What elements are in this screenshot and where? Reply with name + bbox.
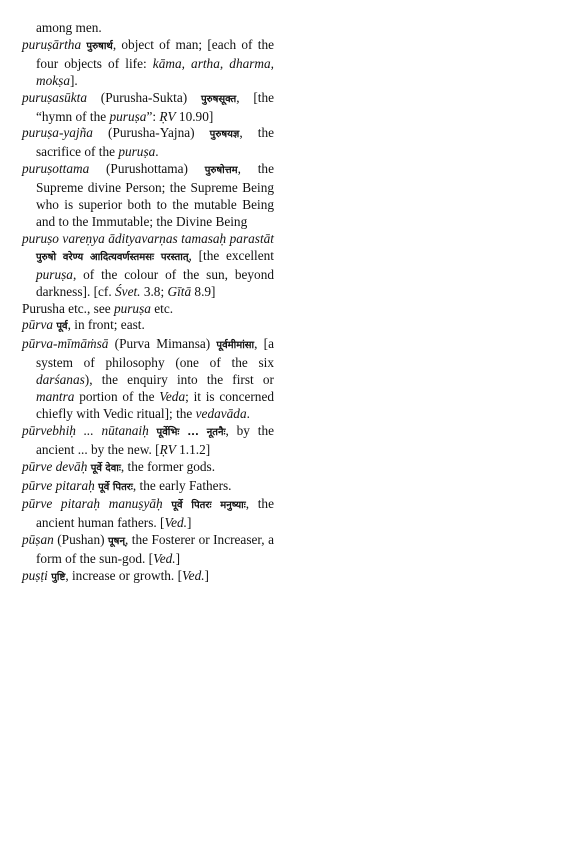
italic-text: vedavāda — [195, 405, 247, 421]
headword: pūrve devāḥ — [22, 458, 88, 474]
devanagari-term: पुरुषो वरेण्य आदित्यवर्णस्तमसः परस्तात् — [36, 251, 189, 263]
glossary-column — [22, 20, 274, 587]
definition-text: ] — [204, 568, 209, 584]
devanagari-term: पुरुषोत्तम — [204, 165, 238, 177]
definition-text: ”: — [146, 108, 160, 124]
devanagari-term: पूर्वे देवाः — [90, 462, 121, 474]
definition-text: portion of the — [74, 389, 160, 405]
definition-text: Purusha etc., see — [22, 300, 114, 316]
entry-pusan — [22, 532, 274, 568]
definition-text: (Purushottama) — [89, 161, 205, 177]
headword: pūrve pitaraḥ manuṣyāḥ — [22, 496, 163, 512]
definition-text: , object of man; [each of the four objects of life: — [36, 36, 275, 71]
definition-text: , increase or growth. [ — [65, 568, 183, 584]
definition-text: , [a system of philosophy (one of the six — [36, 336, 274, 371]
definition-text: among men. — [36, 20, 102, 35]
entry-puruso-varenya — [22, 231, 274, 301]
devanagari-term: पुरुषसूक्त — [200, 93, 237, 105]
entry-purve-pitarah-manusyah — [22, 496, 274, 532]
headword: pūṣan — [22, 532, 54, 548]
definition-text: , [the excellent — [188, 247, 274, 263]
definition-text: , by the ancient ... by the new. [ — [36, 422, 274, 457]
italic-text: Gītā — [167, 283, 192, 299]
definition-text: (Purusha-Yajna) — [92, 125, 210, 141]
devanagari-term: पूषन् — [108, 536, 126, 548]
definition-text: , the Supreme divine Person; the Supreme Being who is superior both to the mutable Being and to the Immutable; the Divine Being — [36, 161, 274, 229]
definition-text: ; it is concerned chiefly with Vedic ritual]; the — [36, 389, 275, 421]
entry-purusottama — [22, 161, 274, 231]
definition-text: (Pushan) — [53, 532, 108, 548]
italic-text: Ved. — [153, 551, 176, 567]
devanagari-term: पुरुषार्थ — [86, 40, 113, 52]
entry-purvebhih — [22, 423, 274, 459]
italic-text: puruṣa — [36, 266, 73, 282]
entry-cont — [22, 20, 274, 37]
italic-text: Ved. — [182, 568, 205, 584]
definition-text: ] — [187, 515, 192, 531]
definition-text: ), the enquiry into the first or — [84, 372, 274, 388]
devanagari-term: पुरुषयज्ञ — [209, 129, 240, 141]
definition-text: . — [246, 405, 250, 421]
italic-text: kāma, artha, dharma, mokṣa — [36, 55, 274, 88]
devanagari-term: पुष्टि — [51, 572, 66, 584]
italic-text: puruṣa — [113, 300, 151, 316]
entry-purusartha — [22, 37, 274, 90]
definition-text — [149, 423, 157, 438]
definition-text: 8.9] — [191, 283, 216, 299]
italic-text: puruṣa — [109, 108, 147, 124]
definition-text: ]. — [69, 72, 78, 88]
headword: puruṣottama — [22, 161, 90, 177]
definition-text: , the former gods. — [120, 458, 216, 474]
entry-purve-pitarah — [22, 478, 274, 497]
italic-text: darśanas — [36, 372, 85, 388]
headword: puṣṭi — [22, 568, 48, 584]
headword: puruṣo vareṇya ādityavarṇas tamasaḥ parastāt — [22, 230, 274, 246]
entry-purusa-yajna — [22, 125, 274, 161]
italic-text: ṚV — [159, 108, 176, 124]
devanagari-term: पूर्वे पितरः — [98, 481, 133, 493]
entry-purva — [22, 317, 274, 336]
definition-text: 3.8; — [140, 283, 168, 299]
definition-text: ] — [175, 551, 181, 567]
italic-text: Śvet. — [115, 283, 141, 299]
definition-text: , in front; east. — [67, 317, 145, 333]
headword: pūrva-mīmāṁsā — [22, 336, 109, 352]
definition-text: (Purusha-Sukta) — [87, 89, 201, 105]
definition-text: , the sacrifice of the — [36, 125, 274, 160]
italic-text: puruṣa — [118, 144, 156, 160]
definition-text: 10.90] — [175, 108, 214, 124]
definition-text: , [the “hymn of the — [36, 89, 274, 124]
definition-text: , of the colour of the sun, beyond darkness]. [cf. — [36, 266, 274, 299]
definition-text: . — [155, 144, 159, 160]
italic-text: Veda — [159, 389, 186, 405]
italic-text: Ved. — [164, 515, 188, 531]
headword: puruṣārtha — [22, 36, 82, 52]
headword: puruṣasūkta — [22, 89, 88, 105]
entry-purve-devah — [22, 459, 274, 478]
definition-text: 1.1.2] — [175, 441, 211, 457]
italic-text: mantra — [36, 389, 75, 405]
devanagari-term: पूर्वे पितरः मनुष्याः — [171, 500, 246, 512]
devanagari-term: पूर्व — [56, 321, 68, 333]
definition-text: , the ancient human fathers. [ — [36, 496, 274, 531]
definition-text: , the early Fathers. — [132, 477, 232, 493]
entry-purva-mimamsa — [22, 336, 274, 423]
devanagari-term: पूर्वमीमांसा — [216, 340, 255, 352]
headword: pūrva — [22, 317, 54, 333]
entry-purusasukta — [22, 90, 274, 126]
entry-purusha-etc — [22, 301, 274, 318]
definition-text: etc. — [150, 300, 174, 316]
headword: puruṣa-yajña — [22, 125, 93, 141]
headword: pūrvebhiḥ ... nūtanaiḥ — [22, 422, 149, 438]
entry-pusti — [22, 568, 274, 587]
definition-text: (Purva Mimansa) — [108, 336, 217, 352]
headword: pūrve pitaraḥ — [22, 477, 95, 493]
devanagari-term: पूर्वेभिः ... नूतनैः — [156, 426, 226, 438]
italic-text: ṚV — [159, 441, 176, 457]
definition-text: , the Fosterer or Increaser, a form of the sun-god. [ — [36, 532, 274, 567]
